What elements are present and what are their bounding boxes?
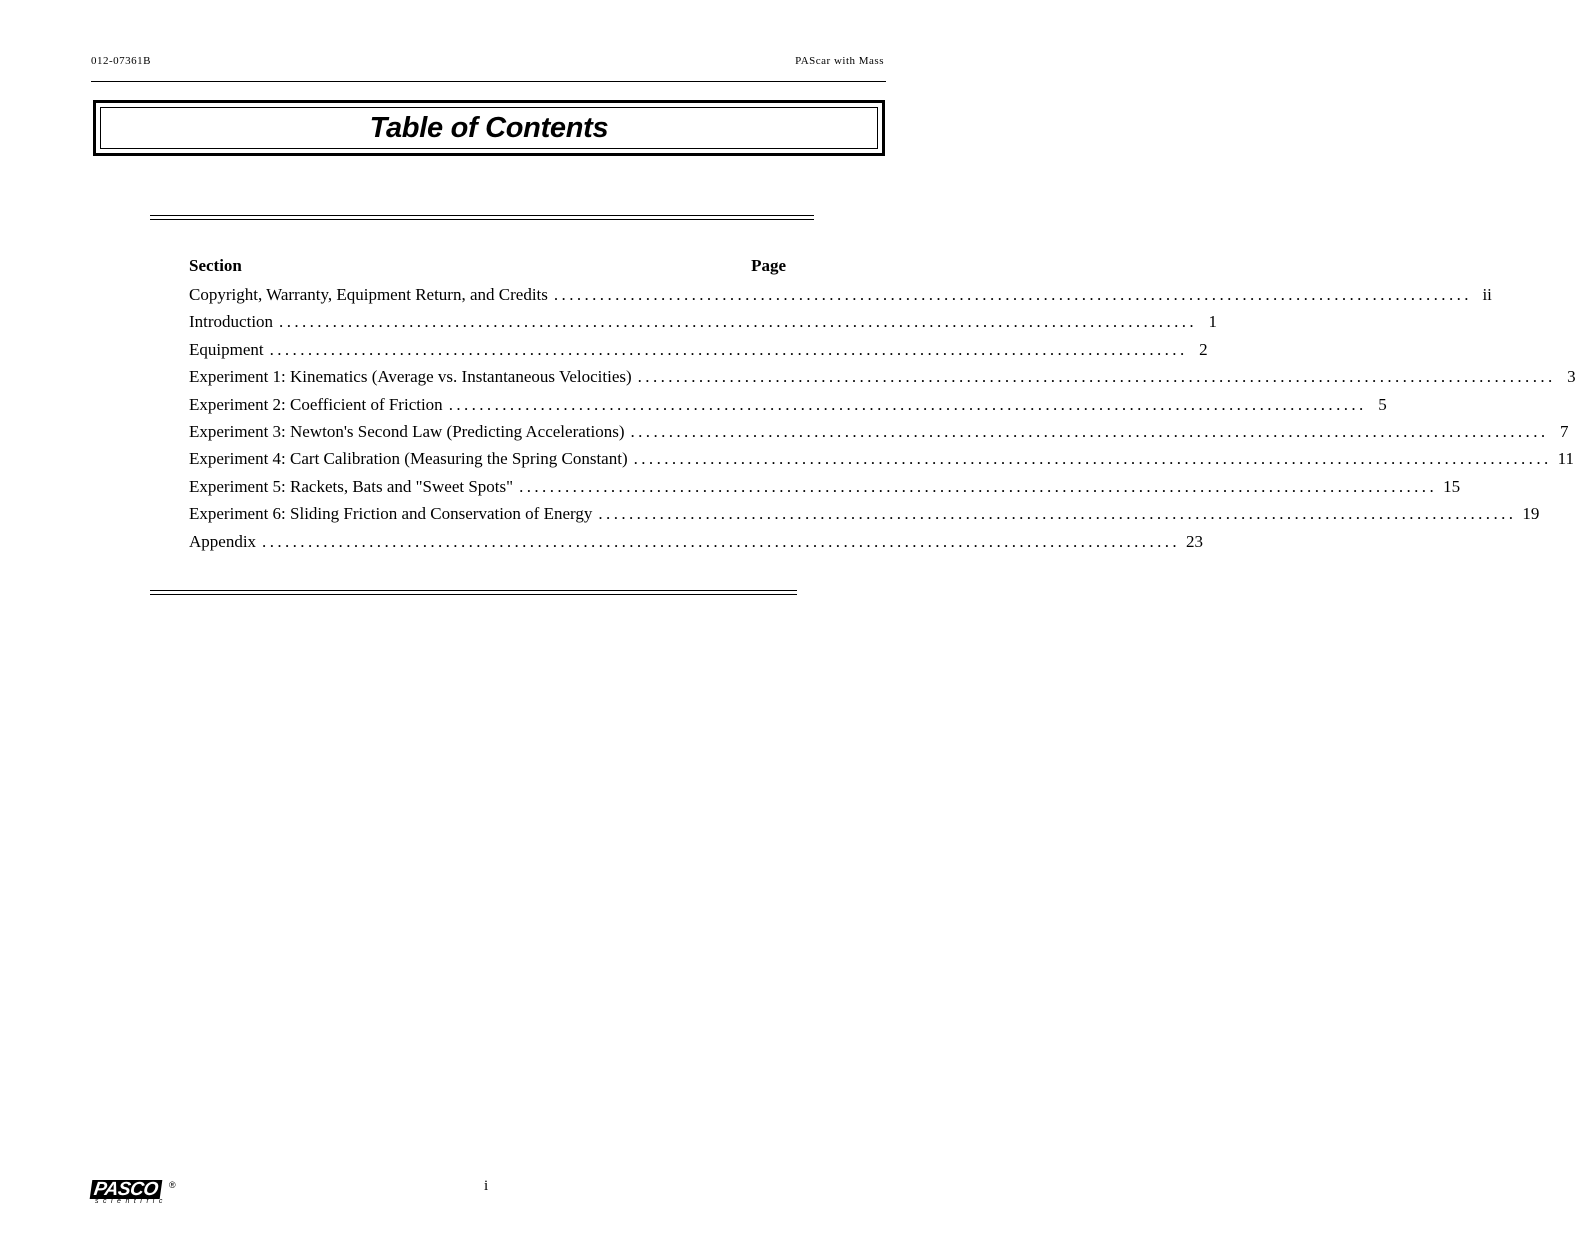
toc-leader-dots: ........................................................................................................................ [553,285,1472,304]
toc-entry[interactable] [189,418,1569,445]
toc-entry-label: Copyright, Warranty, Equipment Return, and Credits [189,285,548,304]
logo-subtext: scientific [95,1198,167,1205]
toc-entries [189,281,1576,555]
toc-entry-label: Equipment [189,339,264,359]
toc-entry-label: Experiment 3: Newton's Second Law (Predicting Accelerations) [189,421,625,441]
toc-entry-label: Introduction [189,312,274,332]
table-of-contents [189,254,1576,555]
toc-entry-page: 7 [1560,421,1569,441]
toc-entry-label: Experiment 6: Sliding Friction and Conservation of Energy [189,504,593,524]
toc-leader-dots: ........................................................................................................................ [262,531,1181,551]
document-number: 012-07361B [91,55,151,67]
toc-entry[interactable] [189,281,1492,308]
toc-header-row [189,254,786,281]
product-name: PAScar with Mass [795,55,884,67]
toc-entry-label: Experiment 2: Coefficient of Friction [189,394,443,414]
toc-leader-dots: ........................................................................................................................ [519,476,1438,496]
toc-leader-dots: ........................................................................................................................ [637,367,1556,387]
toc-entry-page: 1 [1208,312,1218,332]
page-heading: Page [751,256,786,275]
toc-entry[interactable] [189,391,1387,418]
toc-leader-dots: ........................................................................................................................ [269,339,1188,359]
toc-leader-dots: ........................................................................................................................ [598,504,1517,524]
title-box [93,100,885,156]
toc-entry[interactable] [189,308,1218,335]
toc-entry-page: 19 [1522,504,1540,524]
toc-entry-page: 11 [1557,449,1574,469]
toc-leader-dots: ........................................................................................................................ [630,421,1549,441]
toc-entry-page: 23 [1186,531,1204,551]
toc-entry-page: 2 [1199,339,1208,359]
toc-leader-dots: ........................................................................................................................ [279,312,1198,332]
toc-entry-page: 5 [1378,394,1387,414]
toc-entry[interactable] [189,473,1461,500]
toc-leader-dots: ........................................................................................................................ [633,449,1552,469]
toc-entry-label: Experiment 1: Kinematics (Average vs. Instantaneous Velocities) [189,367,632,387]
toc-entry[interactable] [189,445,1574,472]
pasco-logo [91,1180,186,1208]
toc-entry-label: Experiment 5: Rackets, Bats and "Sweet Spots" [189,476,514,496]
toc-entry-page: 3 [1567,367,1576,387]
toc-bottom-divider [150,590,797,595]
section-heading: Section [189,256,242,275]
toc-entry-label: Appendix [189,531,257,551]
toc-entry-label: Experiment 4: Cart Calibration (Measuring the Spring Constant) [189,449,628,469]
toc-entry[interactable] [189,500,1540,527]
toc-entry[interactable] [189,363,1576,390]
header-divider [91,81,886,82]
logo-wordmark: PASCO [90,1180,162,1199]
toc-entry-page: 15 [1443,476,1461,496]
page-number: i [484,1178,489,1194]
toc-entry-page: ii [1482,285,1492,304]
toc-leader-dots: ........................................................................................................................ [448,394,1367,414]
toc-entry[interactable] [189,336,1208,363]
toc-entry[interactable] [189,528,1204,555]
registered-mark: ® [169,1180,176,1190]
toc-top-divider [150,215,814,220]
page-title: Table of Contents [369,111,609,144]
